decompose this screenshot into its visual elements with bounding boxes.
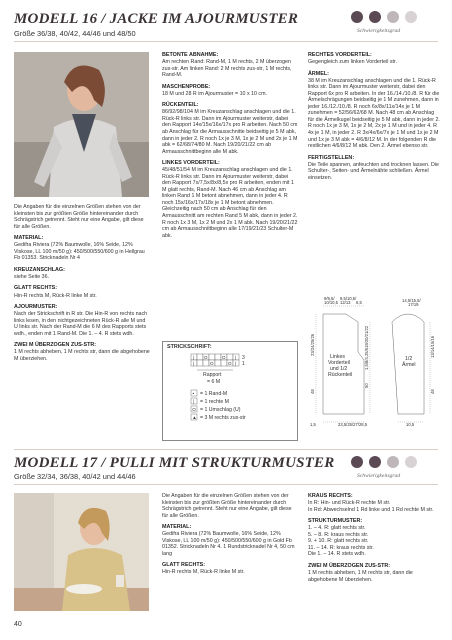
- schema-label-back-1: Linkes: [330, 354, 345, 360]
- difficulty-dot-filled: [351, 456, 363, 468]
- svg-text:▲: ▲: [192, 415, 197, 420]
- rechtes-text: Gegengleich zum linken Vorderteil str.: [308, 59, 397, 66]
- difficulty-dot-empty: [387, 11, 399, 23]
- linkes-text: 45/48/51/54 M im Kreuzanschlag anschlagen und die 1. Rück-R links str. Dann im Ajourmuster weiterstr, dabei den Rapport 7x/7,5x/8x/8,5x pro R arbeiten, enden mit 1 M glatt rechts, Rand-M. Nach 46 cm ab Anschlag am linken Rand 1 M betont abnehmen, dann in jeder 4. R noch 15x/16x/17x/18x je 1 M betont abnehmen.: [162, 167, 294, 206]
- model16-col3: [308, 52, 440, 186]
- schematic-diagram: [308, 294, 440, 430]
- difficulty-dot-empty: [405, 456, 417, 468]
- schema-top-left: 9/9,5/: [324, 296, 335, 301]
- fertig-heading: FERTIGSTELLEN:: [308, 154, 355, 161]
- difficulty-dot-filled: [369, 11, 381, 23]
- schema-bottom-mid: 23,5/25/27/28,5: [338, 422, 368, 427]
- kreuzanschlag-text: siehe Seite 36.: [14, 273, 50, 280]
- legend-umschlag: = 1 Umschlag (U): [200, 407, 241, 413]
- legend-3m: = 3 M rechts zus-str: [200, 415, 246, 421]
- kraus-heading: KRAUS RECHTS:: [308, 493, 353, 499]
- svg-text:|: |: [193, 399, 195, 404]
- maschen-heading: MASCHENPROBE:: [162, 83, 211, 90]
- schema-h-left: 23/24/25/26: [310, 333, 315, 356]
- chart-row-3: 3: [242, 355, 245, 361]
- fertig-text: Die Teile spannen, anfeuchten und trocknen lassen. Die Schulter-, Seiten- und Ärmelnähte schließen. Ärmel einsetzen.: [308, 161, 439, 181]
- header-divider: [14, 41, 438, 42]
- glatt-heading: GLATT RECHTS:: [14, 285, 58, 292]
- model17-col2: [162, 493, 298, 581]
- schema-bottom-left: 1,5: [310, 422, 316, 427]
- ruecken-text: 86/92/98/104 M im Kreuzanschlag anschlagen und die 1. Rück-R links str. Dann im Ajourmuster weiterstr, dabei den Rapport 14x/15x/16x/17x pro R arbeiten. Nach 50 cm ab Anschlag für die Armausschnitte beidseitig je 5 M abk, dann in jeder 2. R noch 1x je 3 M, 1x je 2 M und 2x je 1 M abk = 62/68/74/80 M. Nach 19/20/21/22 cm ab Armausschnittbeginn alle M abk.: [162, 109, 298, 155]
- svg-text:|: |: [235, 361, 237, 366]
- schema-bottom-sleeve: 10,5: [406, 422, 415, 427]
- legend-rand: = 1 Rand-M: [200, 391, 228, 397]
- model16-col2: [162, 52, 298, 244]
- model16-difficulty-dots: [351, 11, 417, 23]
- schema-top-mid2: 19/20/21/22: [364, 325, 369, 348]
- zwei-text: 1 M rechts abheben, 1 M rechts str, dann die abgehobene M überziehen.: [14, 349, 150, 362]
- schema-sleeve-top-2: 17/19: [408, 302, 419, 307]
- schema-h-left2: 48: [310, 389, 315, 394]
- model16-title: MODELL 16 / JACKE IM AJOURMUSTER: [14, 11, 299, 27]
- model16-intro: Die Angaben für die einzelnen Größen stehen von der kleinsten bis zur größten Größe hintereinander durch Schrägstrich getrennt. Steht nur eine Angabe, gilt diese für alle Größen.: [14, 204, 144, 230]
- linkes-heading: LINKES VORDERTEIL:: [162, 160, 220, 167]
- difficulty-dot-empty: [405, 11, 417, 23]
- struktur-row: 11. – 14. R: kraus rechts str.: [308, 544, 374, 551]
- schema-label-back-2: Vorderteil: [328, 360, 350, 366]
- legend-rechte: = 1 rechte M: [200, 399, 229, 405]
- material-heading: MATERIAL:: [14, 235, 44, 242]
- chart-heading: STRICKSCHRIFT:: [167, 344, 212, 350]
- model17-col3: [308, 493, 440, 588]
- kraus-text-2: In Rd: Abwechselnd 1 Rd linke und 1 Rd rechte M str.: [308, 506, 434, 513]
- schema-h-sleeve2: 48: [430, 389, 435, 394]
- svg-text:|: |: [193, 355, 195, 360]
- knitting-chart-diagram: [163, 350, 297, 442]
- difficulty-dot-empty: [387, 456, 399, 468]
- model16-col1: [14, 204, 150, 367]
- schema-label-back-4: Rückenteil: [328, 372, 353, 378]
- aermel-text: 38 M im Kreuzanschlag anschlagen und die 1. Rück-R links str. Dann im Ajourmuster weiterstr, dabei den Rapport 6x pro R arbeiten. In der 16./14./10./8. R für die Ärmelschrägungen beidseitig je 1 M zunehmen, dann in jeder 16./12./10./8. R noch 6x/8x/11x/14x je 1 M zunehmen = 52/56/62/68 M. Nach 48 cm ab Anschlag für die Ärmelkugel beidseitig je 5 M abk, dann in jeder 2. R noch 1x je 3 M, 1x je 2 M, 2x je 1 M und in jeder 4. R 4x je 1 M, in jeder 2. R 3x/4x/6x/7x je 1 M und 1x je 2 M und 1x je 3 M abk = 4/6/8/12 M. In der folgenden R die restlichen 4/6/8/12 M abk. Den 2. Ärmel ebenso str.: [308, 77, 440, 150]
- model17-difficulty-label: Schwierigkeitsgrad: [357, 473, 401, 479]
- section-divider: [14, 449, 438, 450]
- struktur-row: Die 1. – 14. R stets wdh.: [308, 551, 366, 558]
- ajour-heading: AJOURMUSTER:: [14, 304, 58, 311]
- struktur-row: 1. – 4. R: glatt rechts str.: [308, 525, 366, 532]
- ruecken-heading: RÜCKENTEIL:: [162, 102, 199, 109]
- model17-intro: Die Angaben für die einzelnen Größen stehen von der kleinsten bis zur größten Größe hintereinander durch Schrägstrich getrennt. Steht nur eine Angabe, gilt diese für alle Größen.: [162, 493, 292, 519]
- schema-top-mid-2: 12/13: [340, 300, 351, 305]
- glatt-text: Hin-R rechts M, Rück-R linke M str.: [14, 292, 97, 299]
- svg-text:|: |: [193, 361, 195, 366]
- model17-photo: [14, 493, 149, 611]
- model17-zwei-text: 1 M rechts abheben, 1 M rechts str, dann die abgehobene M überziehen.: [308, 569, 413, 583]
- ajour-text: Nach der Strickschrift in R str. Die Hin-R von rechts nach links lesen, in den nichtgezeichneten Rück-R alle M und U links str. Nach der Rand-M die 6 M des Rapports stets wdh., enden mit 1 Rand-M. Die 1. – 4. R stets wdh.: [14, 311, 148, 337]
- rapport-label: Rapport: [203, 372, 222, 378]
- struktur-row: 5. – 8. R: kraus rechts str.: [308, 531, 369, 538]
- model17-glatt-text: Hin-R rechts M, Rück-R linke M str.: [162, 569, 245, 576]
- difficulty-dot-filled: [369, 456, 381, 468]
- schema-top-right: 6,5: [356, 300, 362, 305]
- model16-difficulty-label: Schwierigkeitsgrad: [357, 28, 401, 34]
- model17-difficulty-dots: [351, 456, 417, 468]
- struktur-heading: STRUKTURMUSTER:: [308, 518, 363, 525]
- model17-photo-illustration: [14, 493, 149, 611]
- linkes-text-2: Gleichzeitig nach 50 cm ab Anschlag für den Armausschnitt am rechten Rand 5 M abk, dann in jeder 2. R noch 1x 3 M, 1x 2 M und 2x 1 M abk. Nach 19/20/21/22 cm ab Armausschnittbeginn alle 17/19/21/23 Schulter-M abk.: [162, 206, 298, 239]
- schema-h-mid: 50: [364, 383, 369, 388]
- svg-text:•: •: [192, 391, 195, 396]
- schema-label-sleeve-2: Ärmel: [402, 362, 416, 368]
- model16-sizes: Größe 36/38, 40/42, 44/46 und 48/50: [14, 29, 136, 38]
- schema-top-mid: 9,5/10,5/: [340, 296, 357, 301]
- aermel-heading: ÄRMEL:: [308, 70, 329, 77]
- kreuzanschlag-heading: KREUZANSCHLAG:: [14, 266, 65, 273]
- model16-photo-illustration: [14, 52, 149, 197]
- svg-text:|: |: [235, 355, 237, 360]
- svg-text:O: O: [210, 361, 214, 366]
- chart-row-1: 1: [242, 361, 245, 367]
- model17-material-heading: MATERIAL:: [162, 524, 192, 531]
- rapport-value: = 6 M: [207, 379, 221, 385]
- model17-material-text: Gedifra Riviera (72% Baumwolle, 16% Seide, 12% Viskose, LL 100 m/50 g): 450/500/550/600 g in Gold Fb 01352. Stricknadeln Nr 4. 1 Rundstricknadel Nr 4, 50 cm lang: [162, 531, 295, 557]
- knitting-chart-box: [162, 341, 298, 441]
- model17-zwei-heading: ZWEI M ÜBERZOGEN ZUS-STR:: [308, 562, 391, 569]
- header-divider-2: [14, 484, 438, 485]
- schema-label-back-3: und 1/2: [330, 366, 348, 372]
- struktur-row: 9. + 10. R: glatt rechts str.: [308, 538, 369, 545]
- maschen-text: 18 M und 28 R im Ajourmuster = 10 x 10 cm.: [162, 90, 267, 97]
- model17-glatt-heading: GLATT RECHTS:: [162, 562, 206, 569]
- model16-photo: [14, 52, 149, 197]
- schematic-svg: [308, 294, 440, 430]
- schema-h-mid2: 1,5/8/4,25/5: [364, 347, 369, 370]
- betonte-text: Am rechten Rand: Rand-M, 1 M rechts, 2 M überzogen zus-str. Am linken Rand: 2 M rechts zus-str, 1 M rechts, Rand-M.: [162, 59, 292, 79]
- model17-title: MODELL 17 / PULLI MIT STRUKTURMUSTER: [14, 455, 335, 471]
- schema-top-left-2: 10/10,5: [324, 300, 338, 305]
- schema-sleeve-top: 14,5/15,5/: [402, 298, 421, 303]
- schema-label-sleeve-1: 1/2: [405, 356, 413, 362]
- svg-text:O: O: [204, 355, 208, 360]
- kraus-text-1: In R: Hin- und Rück-R rechte M str.: [308, 500, 391, 507]
- betonte-heading: BETONTE ABNAHME:: [162, 52, 219, 58]
- material-text: Gedifra Riviera (72% Baumwolle, 16% Seide, 12% Viskose, LL 100 m/50 g): 450/500/550/600 g in Hellgrau Fb 01353. Stricknadeln Nr 4: [14, 242, 145, 262]
- svg-text:O: O: [222, 355, 226, 360]
- svg-text:O: O: [228, 361, 232, 366]
- page-number: 40: [14, 621, 22, 628]
- zwei-heading: ZWEI M ÜBERZOGEN ZUS-STR:: [14, 342, 97, 349]
- schema-h-sleeve: 13/14/15/16: [430, 335, 435, 358]
- difficulty-dot-filled: [351, 11, 363, 23]
- model17-sizes: Größe 32/34, 36/38, 40/42 und 44/46: [14, 472, 136, 481]
- svg-text:O: O: [192, 407, 196, 412]
- rechtes-heading: RECHTES VORDERTEIL:: [308, 52, 372, 58]
